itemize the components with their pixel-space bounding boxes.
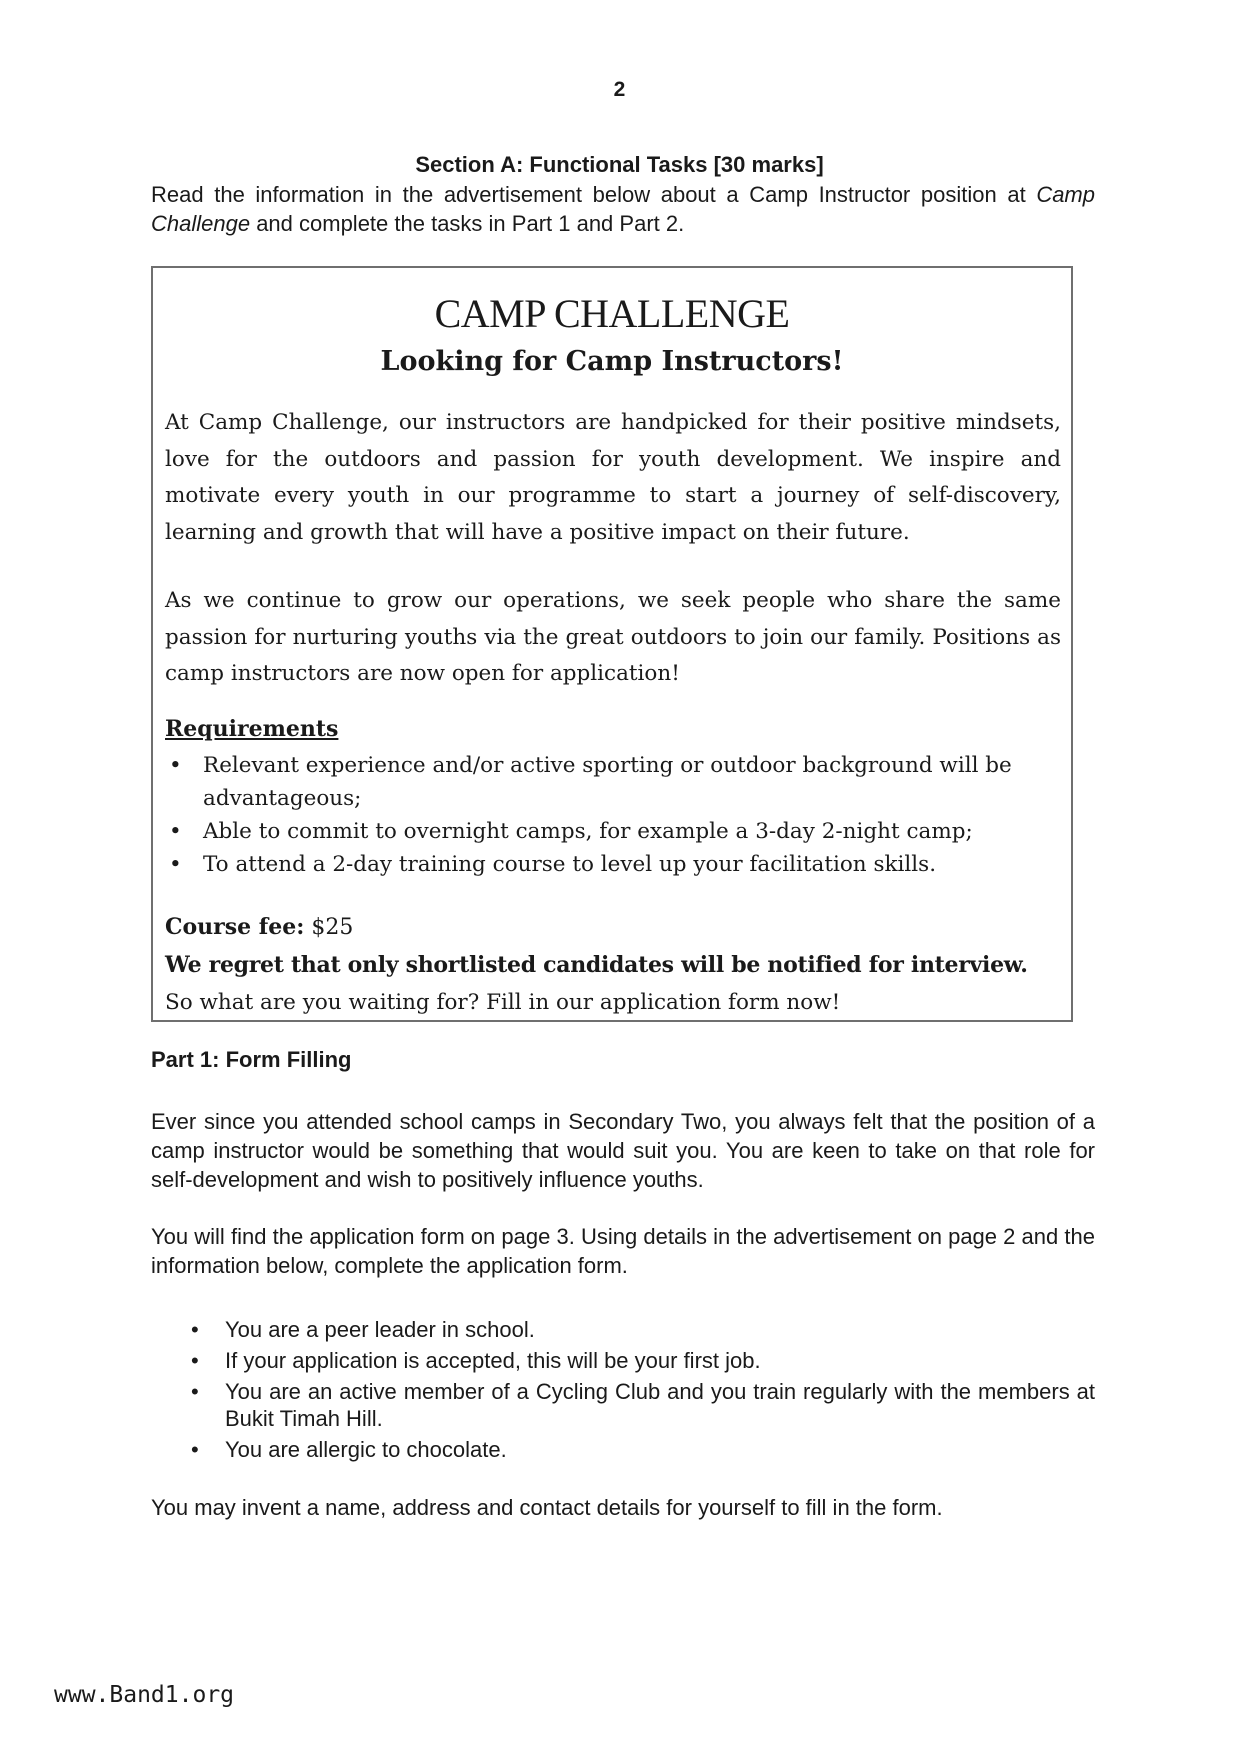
advert-subtitle: Looking for Camp Instructors! (380, 346, 844, 377)
part1-heading: Part 1: Form Filling (151, 1047, 352, 1072)
call-to-action: So what are you waiting for? Fill in our application form now! (165, 990, 841, 1015)
info-point: • You are an active member of a Cycling Club and you train regularly with the members at Bukit Timah Hill. (151, 1378, 1095, 1432)
intro-text-start: Read the information in the advertisement below about a Camp Instructor position at (151, 182, 1037, 207)
part1-closing: You may invent a name, address and contact details for yourself to fill in the form. (151, 1495, 943, 1520)
course-fee-value: $25 (304, 915, 354, 940)
requirement-item: • Able to commit to overnight camps, for example a 3-day 2-night camp; (165, 815, 1065, 848)
part1-paragraph-2: You will find the application form on page 3. Using details in the advertisement on page 2 and the information below, complete the application form. (151, 1224, 1095, 1278)
course-fee-label: Course fee: (165, 914, 305, 940)
info-points-list (151, 1316, 1095, 1467)
info-point: • You are a peer leader in school. (151, 1316, 1095, 1343)
info-point: • You are allergic to chocolate. (151, 1436, 1095, 1463)
intro-text-end: and complete the tasks in Part 1 and Part 2. (250, 211, 685, 236)
footer-url: www.Band1.org (54, 1682, 235, 1708)
page-number: 2 (613, 78, 626, 101)
section-heading: Section A: Functional Tasks [30 marks] (415, 152, 824, 177)
info-point: • If your application is accepted, this will be your first job. (151, 1347, 1095, 1374)
advert-paragraph-2: As we continue to grow our operations, we seek people who share the same passion for nurturing youths via the great outdoors to join our family. Positions as camp instructors are now open for application! (165, 588, 1061, 686)
advert-paragraph-1: At Camp Challenge, our instructors are handpicked for their positive mindsets, love for the outdoors and passion for youth development. We inspire and motivate every youth in our programme to start a journey of self-discovery, learning and growth that will have a positive impact on their future. (165, 410, 1061, 545)
advert-title: CAMP CHALLENGE (434, 291, 790, 336)
requirements-heading: Requirements (165, 716, 339, 742)
intro-camp-name: Camp Challenge (151, 182, 1095, 236)
part1-paragraph-1: Ever since you attended school camps in Secondary Two, you always felt that the position of a camp instructor would be something that would suit you. You are keen to take on that role for self-development and wish to positively influence youths. (151, 1109, 1095, 1192)
intro-paragraph (151, 180, 1095, 238)
regret-notice: We regret that only shortlisted candidates will be notified for interview. (165, 952, 1028, 978)
course-fee (165, 914, 353, 940)
advertisement-box (151, 266, 1073, 1022)
requirement-item: • To attend a 2-day training course to level up your facilitation skills. (165, 848, 1065, 881)
requirement-item: • Relevant experience and/or active sporting or outdoor background will be advantageous; (165, 749, 1065, 815)
requirements-list (165, 749, 1065, 881)
